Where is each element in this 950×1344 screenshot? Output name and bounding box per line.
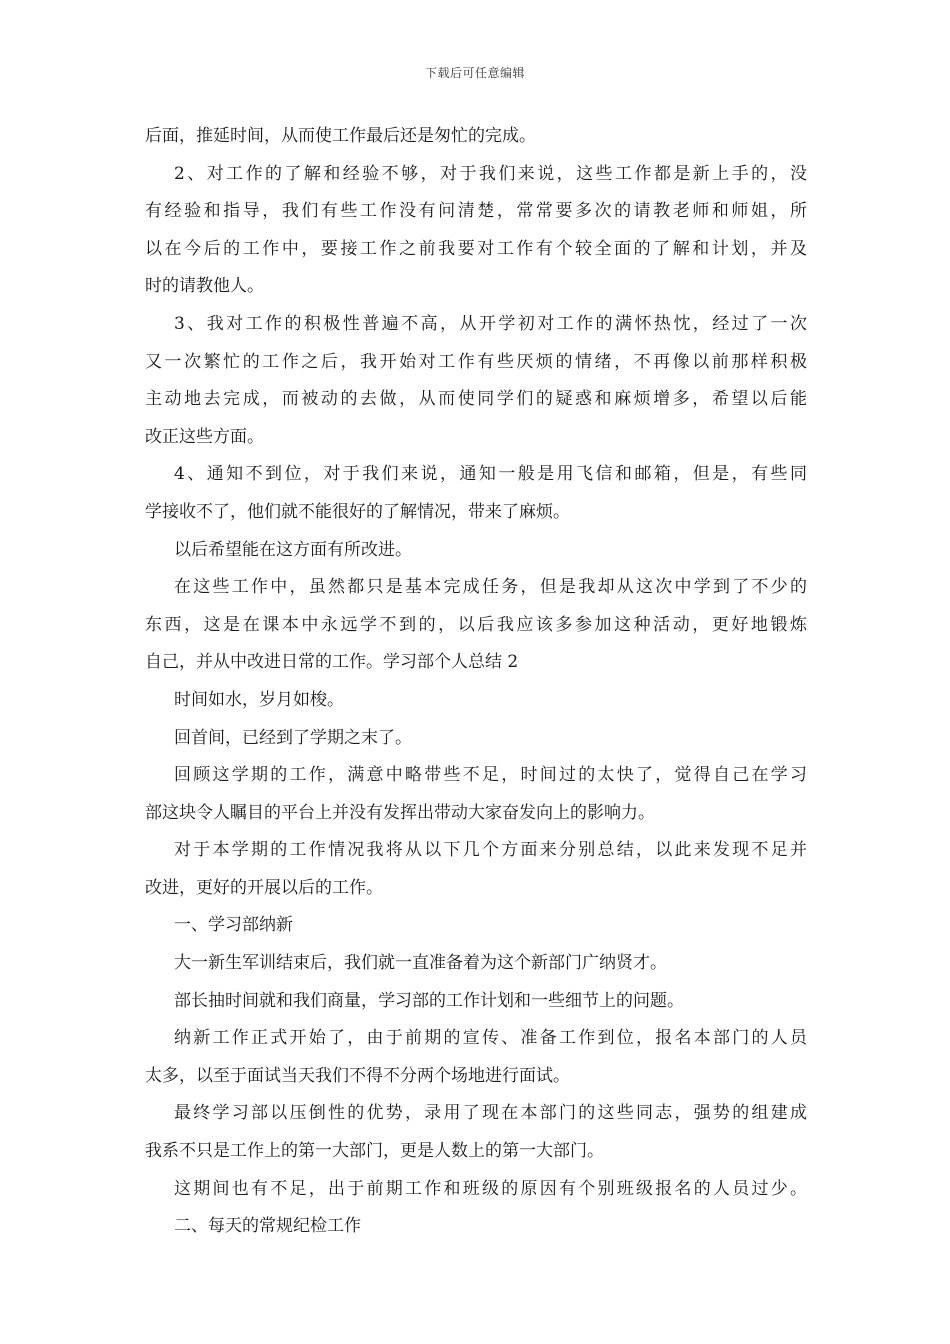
text-line: 改正这些方面。 <box>145 426 264 447</box>
text-line: 后面，推延时间，从而使工作最后还是匆忙的完成。 <box>145 126 536 146</box>
text-line: 二、每天的常规纪检工作 <box>174 1216 361 1237</box>
text-line: 纳新工作正式开始了，由于前期的宣传、准备工作到位，报名本部门的人员 <box>174 1028 807 1049</box>
text-line: 自己，并从中改进日常的工作。学习部个人总结 2 <box>145 652 519 673</box>
text-line: 主动地去完成，而被动的去做，从而使同学们的疑惑和麻烦增多，希望以后能 <box>145 389 807 410</box>
document-body <box>145 118 807 1246</box>
page-header: 下载后可任意编辑 <box>424 66 525 80</box>
text-line: 这期间也有不足，出于前期工作和班级的原因有个别班级报名的人员过少。 <box>174 1178 807 1199</box>
text-line: 改进，更好的开展以后的工作。 <box>145 877 383 898</box>
text-line: 4、通知不到位，对于我们来说，通知一般是用飞信和邮箱，但是，有些同 <box>174 464 807 485</box>
text-line: 部这块令人瞩目的平台上并没有发挥出带动大家奋发向上的影响力。 <box>145 802 655 823</box>
text-line: 回首间，已经到了学期之末了。 <box>174 727 412 748</box>
text-line: 时间如水，岁月如梭。 <box>174 689 344 710</box>
text-line: 时的请教他人。 <box>145 276 264 297</box>
text-line: 又一次繁忙的工作之后，我开始对工作有些厌烦的情绪，不再像以前那样积极 <box>145 351 807 372</box>
text-line: 学接收不了，他们就不能很好的了解情况，带来了麻烦。 <box>145 501 570 522</box>
text-line: 以在今后的工作中，要接工作之前我要对工作有个较全面的了解和计划，并及 <box>145 238 807 259</box>
text-line: 回顾这学期的工作，满意中略带些不足，时间过的太快了，觉得自己在学习 <box>174 765 807 786</box>
text-line: 太多，以至于面试当天我们不得不分两个场地进行面试。 <box>145 1065 570 1086</box>
text-line: 我系不只是工作上的第一大部门，更是人数上的第一大部门。 <box>145 1141 604 1162</box>
text-line: 最终学习部以压倒性的优势，录用了现在本部门的这些同志，强势的组建成 <box>174 1103 807 1124</box>
text-line: 大一新生军训结束后，我们就一直准备着为这个新部门广纳贤才。 <box>174 953 667 974</box>
text-line: 部长抽时间就和我们商量，学习部的工作计划和一些细节上的问题。 <box>174 990 684 1011</box>
text-line: 以后希望能在这方面有所改进。 <box>174 539 412 560</box>
text-line: 3、我对工作的积极性普遍不高，从开学初对工作的满怀热忱，经过了一次 <box>174 313 807 334</box>
text-line: 一、学习部纳新 <box>174 915 293 936</box>
text-line: 2、对工作的了解和经验不够，对于我们来说，这些工作都是新上手的，没 <box>174 163 807 184</box>
text-line: 对于本学期的工作情况我将从以下几个方面来分别总结，以此来发现不足并 <box>174 840 807 861</box>
text-line: 在这些工作中，虽然都只是基本完成任务，但是我却从这次中学到了不少的 <box>174 577 807 598</box>
text-line: 东西，这是在课本中永远学不到的，以后我应该多参加这种活动，更好地锻炼 <box>145 614 807 635</box>
text-line: 有经验和指导，我们有些工作没有问清楚，常常要多次的请教老师和师姐，所 <box>145 201 807 222</box>
